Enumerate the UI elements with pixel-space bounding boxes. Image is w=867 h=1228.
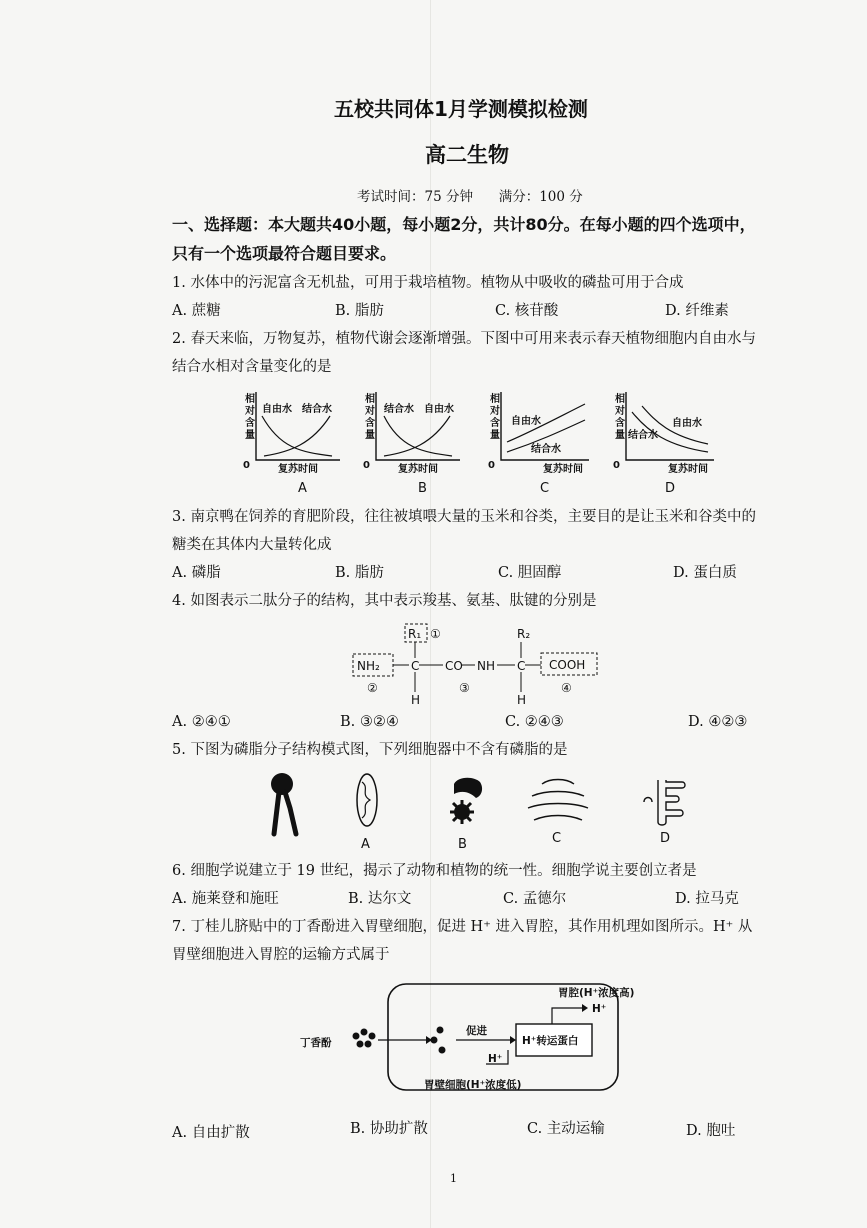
promote-label: 促进: [466, 1025, 487, 1037]
page-number: 1: [450, 1172, 457, 1185]
marker-1: ①: [430, 627, 441, 641]
q1-option-a[interactable]: A. 蔗糖: [172, 303, 221, 319]
graph-origin: 0: [363, 460, 370, 471]
graph-ylabel: 相: [490, 394, 500, 405]
er-icon: [636, 772, 696, 856]
graph-xlabel: 复苏时间: [398, 464, 438, 475]
section-heading-line1: 一、选择题：本大题共40小题，每小题2分，共计80分。在每小题的四个选项中，: [172, 215, 756, 234]
subject-title: 高二生物: [425, 143, 509, 167]
curve-label-bound-water: 结合水: [628, 430, 658, 441]
graph-label-d[interactable]: D: [665, 481, 676, 496]
curve-label-free-water: 自由水: [672, 418, 702, 429]
carboxyl-group: COOH: [549, 658, 586, 672]
marker-3: ③: [459, 681, 470, 695]
curve-label-free-water: 自由水: [511, 416, 541, 427]
graph-ylabel: 含: [245, 418, 255, 429]
q1-stem: 1. 水体中的污泥富含无机盐，可用于栽培植物。植物从中吸收的磷盐可用于合成: [172, 275, 684, 291]
q3-option-d[interactable]: D. 蛋白质: [673, 565, 737, 581]
q6-stem: 6. 细胞学说建立于 19 世纪，揭示了动物和植物的统一性。细胞学说主要创立者是: [172, 863, 697, 879]
q6-option-a[interactable]: A. 施莱登和施旺: [172, 891, 279, 907]
organelle-label-d[interactable]: D: [660, 831, 671, 846]
marker-4: ④: [561, 681, 572, 695]
mitochondrion-icon: [352, 772, 382, 856]
nh-group: NH: [477, 659, 495, 673]
graph-label-b[interactable]: B: [418, 481, 427, 496]
graph-ylabel: 对: [490, 406, 500, 417]
hydrogen-1: H: [411, 693, 421, 707]
golgi-icon: [524, 772, 594, 856]
graph-ylabel: 量: [365, 430, 375, 441]
q3-option-a[interactable]: A. 磷脂: [172, 565, 221, 581]
graph-xlabel: 复苏时间: [543, 464, 583, 475]
q7-option-a[interactable]: A. 自由扩散: [172, 1125, 250, 1141]
graph-ylabel: 相: [615, 394, 625, 405]
dipeptide-structure: [345, 620, 605, 710]
q7-option-b[interactable]: B. 协助扩散: [350, 1121, 428, 1137]
hydrogen-2: H: [517, 693, 527, 707]
graph-ylabel: 量: [490, 430, 500, 441]
curve-label-bound-water: 结合水: [384, 404, 414, 415]
graph-ylabel: 含: [365, 418, 375, 429]
q4-stem: 4. 如图表示二肽分子的结构，其中表示羧基、氨基、肽键的分别是: [172, 593, 597, 609]
q2-graph-c: [485, 390, 600, 498]
graph-ylabel: 对: [615, 406, 625, 417]
curve-label-free-water: 自由水: [262, 404, 292, 415]
q7-stem-line1: 7. 丁桂儿脐贴中的丁香酚进入胃壁细胞，促进 H⁺ 进入胃腔，其作用机理如图所示。H⁺ 从: [172, 919, 753, 935]
graph-ylabel: 量: [615, 430, 625, 441]
q6-option-b[interactable]: B. 达尔文: [348, 891, 412, 907]
graph-ylabel: 相: [245, 394, 255, 405]
graph-origin: 0: [613, 460, 620, 471]
graph-ylabel: 含: [490, 418, 500, 429]
graph-ylabel: 对: [245, 406, 255, 417]
stomach-label: 胃腔(H⁺浓度高): [558, 987, 635, 999]
q2-stem-line1: 2. 春天来临，万物复苏，植物代谢会逐渐增强。下图中可用来表示春天植物细胞内自由水与: [172, 331, 756, 347]
graph-label-a[interactable]: A: [298, 481, 307, 496]
alpha-carbon-1: C: [411, 659, 420, 673]
eugenol-label: 丁香酚: [300, 1037, 332, 1049]
q4-option-c[interactable]: C. ②④③: [505, 714, 564, 730]
q7-option-c[interactable]: C. 主动运输: [527, 1121, 605, 1137]
q1-option-b[interactable]: B. 脂肪: [335, 303, 384, 319]
ribosome-icon: [448, 772, 488, 856]
graph-origin: 0: [488, 460, 495, 471]
marker-2: ②: [367, 681, 378, 695]
q7-stem-line2: 胃壁细胞进入胃腔的运输方式属于: [172, 947, 390, 963]
cell-label: 胃壁细胞(H⁺浓度低): [424, 1079, 522, 1091]
q6-option-d[interactable]: D. 拉马克: [675, 891, 739, 907]
graph-xlabel: 复苏时间: [278, 464, 318, 475]
q3-stem-line2: 糖类在其体内大量转化成: [172, 537, 332, 553]
organelle-label-c[interactable]: C: [552, 831, 562, 846]
graph-origin: 0: [243, 460, 250, 471]
q5-stem: 5. 下图为磷脂分子结构模式图，下列细胞器中不含有磷脂的是: [172, 742, 568, 758]
q3-option-b[interactable]: B. 脂肪: [335, 565, 384, 581]
co-group: CO: [445, 659, 463, 673]
organelle-label-a[interactable]: A: [361, 837, 370, 852]
q1-option-c[interactable]: C. 核苷酸: [495, 303, 559, 319]
q4-option-d[interactable]: D. ④②③: [688, 714, 748, 730]
section-heading-line2: 只有一个选项最符合题目要求。: [172, 244, 397, 263]
exam-title: 五校共同体1月学测模拟检测: [334, 97, 588, 121]
r1-group: R₁: [408, 627, 422, 641]
h-plus-out-label: H⁺: [592, 1003, 607, 1015]
q3-option-c[interactable]: C. 胆固醇: [498, 565, 562, 581]
phospholipid-icon: [262, 770, 302, 840]
q2-stem-line2: 结合水相对含量变化的是: [172, 359, 332, 375]
graph-ylabel: 相: [365, 394, 375, 405]
q2-graph-b: [360, 390, 470, 498]
graph-ylabel: 量: [245, 430, 255, 441]
q4-option-b[interactable]: B. ③②④: [340, 714, 399, 730]
q4-option-a[interactable]: A. ②④①: [172, 714, 231, 730]
curve-label-bound-water: 结合水: [302, 404, 332, 415]
q3-stem-line1: 3. 南京鸭在饲养的育肥阶段，往往被填喂大量的玉米和谷类，主要目的是让玉米和谷类中的: [172, 509, 756, 525]
amino-group: NH₂: [357, 659, 380, 673]
q2-graph-a: [240, 390, 350, 498]
q7-option-d[interactable]: D. 胞吐: [686, 1123, 736, 1139]
q1-option-d[interactable]: D. 纤维素: [665, 303, 729, 319]
graph-ylabel: 含: [615, 418, 625, 429]
graph-ylabel: 对: [365, 406, 375, 417]
alpha-carbon-2: C: [517, 659, 526, 673]
q6-option-c[interactable]: C. 孟德尔: [503, 891, 567, 907]
curve-label-free-water: 自由水: [424, 404, 454, 415]
r2-group: R₂: [517, 627, 531, 641]
organelle-label-b[interactable]: B: [458, 837, 467, 852]
h-plus-label: H⁺: [488, 1053, 503, 1065]
q2-graph-d: [610, 390, 725, 498]
transporter-label: H⁺转运蛋白: [522, 1035, 579, 1047]
curve-label-bound-water: 结合水: [531, 444, 561, 455]
graph-xlabel: 复苏时间: [668, 464, 708, 475]
transport-diagram: [300, 980, 660, 1100]
exam-info: 考试时间：75 分钟 满分：100 分: [357, 189, 583, 205]
graph-label-c[interactable]: C: [540, 481, 550, 496]
